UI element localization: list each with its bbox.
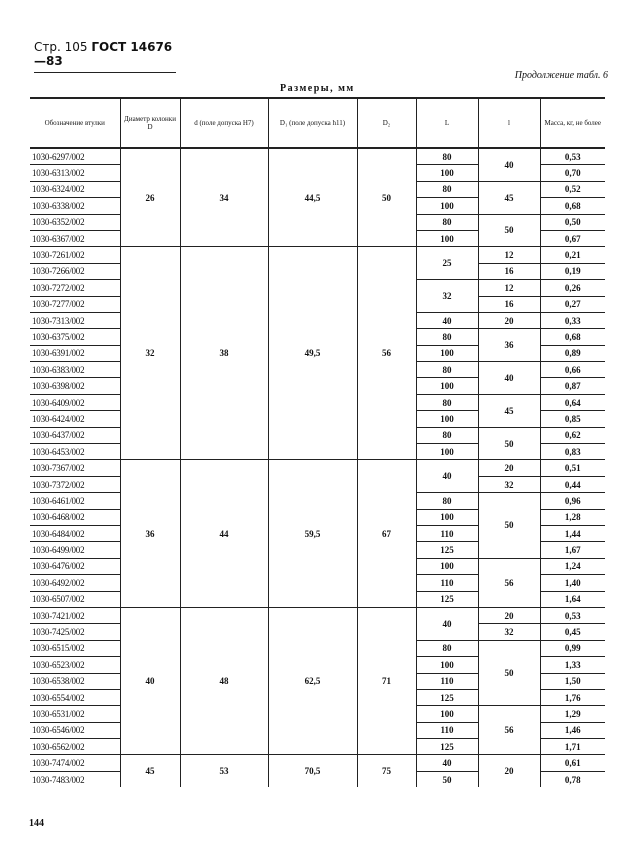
length-l-cell: 40 (478, 148, 540, 181)
column-header: D₂ (357, 98, 416, 148)
length-L-cell: 80 (416, 329, 478, 345)
length-L-cell: 40 (416, 755, 478, 771)
designation-cell: 1030-6484/002 (30, 525, 120, 541)
length-l-cell: 50 (478, 427, 540, 460)
length-L-cell: 50 (416, 771, 478, 787)
mass-cell: 0,44 (540, 476, 605, 492)
length-L-cell: 80 (416, 427, 478, 443)
mass-cell: 0,45 (540, 624, 605, 640)
length-L-cell: 125 (416, 739, 478, 755)
length-L-cell: 100 (416, 444, 478, 460)
designation-cell: 1030-6461/002 (30, 493, 120, 509)
length-L-cell: 100 (416, 198, 478, 214)
d1-cell: 49,5 (268, 247, 357, 460)
length-l-cell: 36 (478, 329, 540, 362)
mass-cell: 1,28 (540, 509, 605, 525)
column-header: D₁ (поле допуска h11) (268, 98, 357, 148)
length-l-cell: 56 (478, 558, 540, 607)
designation-cell: 1030-6424/002 (30, 411, 120, 427)
mass-cell: 1,46 (540, 722, 605, 738)
length-L-cell: 32 (416, 280, 478, 313)
page-prefix: Стр. (34, 40, 61, 54)
length-L-cell: 25 (416, 247, 478, 280)
dimensions-table (30, 97, 605, 787)
dimensions-caption: Размеры, мм (280, 83, 355, 94)
column-diameter-cell: 45 (120, 755, 180, 787)
length-L-cell: 40 (416, 607, 478, 640)
mass-cell: 0,27 (540, 296, 605, 312)
d2-cell: 67 (357, 460, 416, 608)
designation-cell: 1030-7372/002 (30, 476, 120, 492)
mass-cell: 0,62 (540, 427, 605, 443)
length-l-cell: 20 (478, 755, 540, 787)
d-cell: 34 (180, 148, 268, 247)
mass-cell: 1,64 (540, 591, 605, 607)
mass-cell: 1,44 (540, 525, 605, 541)
designation-cell: 1030-6523/002 (30, 657, 120, 673)
table-continuation-note: Продолжение табл. 6 (514, 70, 608, 81)
column-diameter-cell: 40 (120, 607, 180, 755)
designation-cell: 1030-6546/002 (30, 722, 120, 738)
length-l-cell: 32 (478, 476, 540, 492)
length-L-cell: 110 (416, 525, 478, 541)
table-row (30, 607, 605, 623)
designation-cell: 1030-6515/002 (30, 640, 120, 656)
mass-cell: 0,70 (540, 165, 605, 181)
table-row (30, 247, 605, 263)
designation-cell: 1030-6554/002 (30, 689, 120, 705)
length-L-cell: 100 (416, 411, 478, 427)
length-l-cell: 32 (478, 624, 540, 640)
column-header: d (поле допуска H7) (180, 98, 268, 148)
designation-cell: 1030-6492/002 (30, 575, 120, 591)
designation-cell: 1030-6531/002 (30, 706, 120, 722)
designation-cell: 1030-6453/002 (30, 444, 120, 460)
column-header: Обозначение втулки (30, 98, 120, 148)
designation-cell: 1030-6383/002 (30, 362, 120, 378)
mass-cell: 0,99 (540, 640, 605, 656)
length-L-cell: 110 (416, 722, 478, 738)
mass-cell: 0,68 (540, 329, 605, 345)
d2-cell: 56 (357, 247, 416, 460)
designation-cell: 1030-6338/002 (30, 198, 120, 214)
mass-cell: 0,96 (540, 493, 605, 509)
d-cell: 38 (180, 247, 268, 460)
length-l-cell: 56 (478, 706, 540, 755)
designation-cell: 1030-6468/002 (30, 509, 120, 525)
designation-cell: 1030-6324/002 (30, 181, 120, 197)
mass-cell: 1,50 (540, 673, 605, 689)
designation-cell: 1030-7483/002 (32, 774, 85, 785)
mass-cell: 1,24 (540, 558, 605, 574)
length-L-cell: 100 (416, 558, 478, 574)
designation-cell: 1030-6538/002 (30, 673, 120, 689)
mass-cell: 0,85 (540, 411, 605, 427)
column-diameter-cell: 32 (120, 247, 180, 460)
length-L-cell: 80 (416, 640, 478, 656)
length-l-cell: 12 (478, 247, 540, 263)
length-L-cell: 80 (416, 181, 478, 197)
length-l-cell: 45 (478, 394, 540, 427)
mass-cell: 0,61 (540, 755, 605, 771)
designation-cell: 1030-7421/002 (30, 607, 120, 623)
designation-cell: 1030-6437/002 (30, 427, 120, 443)
mass-cell: 0,68 (540, 198, 605, 214)
table-row (30, 755, 605, 771)
length-l-cell: 16 (478, 263, 540, 279)
column-header: Масса, кг, не более (540, 98, 605, 148)
mass-cell: 1,71 (540, 739, 605, 755)
mass-cell: 0,52 (540, 181, 605, 197)
designation-cell: 1030-7313/002 (30, 312, 120, 328)
d2-cell: 75 (357, 755, 416, 787)
mass-cell: 1,40 (540, 575, 605, 591)
column-header: l (478, 98, 540, 148)
length-L-cell: 80 (416, 148, 478, 165)
length-L-cell: 125 (416, 542, 478, 558)
designation-cell: 1030-7272/002 (30, 280, 120, 296)
length-L-cell: 100 (416, 657, 478, 673)
length-L-cell: 100 (416, 165, 478, 181)
mass-cell: 0,51 (540, 460, 605, 476)
d2-cell: 50 (357, 148, 416, 247)
length-L-cell: 100 (416, 230, 478, 246)
length-L-cell: 80 (416, 362, 478, 378)
length-L-cell: 110 (416, 673, 478, 689)
length-L-cell: 80 (416, 214, 478, 230)
designation-cell: 1030-6507/002 (30, 591, 120, 607)
designation-cell: 1030-6409/002 (30, 394, 120, 410)
designation-cell: 1030-6352/002 (30, 214, 120, 230)
length-L-cell: 80 (416, 394, 478, 410)
length-l-cell: 20 (478, 460, 540, 476)
length-L-cell: 40 (416, 460, 478, 493)
d-cell: 48 (180, 607, 268, 755)
standard-id: ГОСТ 14676—83 (34, 40, 173, 68)
length-l-cell: 50 (478, 214, 540, 247)
mass-cell: 0,87 (540, 378, 605, 394)
length-L-cell: 125 (416, 591, 478, 607)
designation-cell: 1030-7367/002 (30, 460, 120, 476)
page-header (34, 40, 176, 73)
d-cell: 53 (180, 755, 268, 787)
length-L-cell: 100 (416, 378, 478, 394)
length-L-cell: 100 (416, 509, 478, 525)
length-l-cell: 20 (478, 312, 540, 328)
length-L-cell: 80 (416, 493, 478, 509)
length-l-cell: 20 (478, 607, 540, 623)
designation-cell: 1030-7474/002 (30, 755, 120, 771)
d-cell: 44 (180, 460, 268, 608)
d1-cell: 62,5 (268, 607, 357, 755)
d1-cell: 44,5 (268, 148, 357, 247)
length-L-cell: 110 (416, 575, 478, 591)
mass-cell: 1,76 (540, 689, 605, 705)
mass-cell: 0,21 (540, 247, 605, 263)
length-l-cell: 50 (478, 640, 540, 706)
designation-cell: 1030-6297/002 (30, 148, 120, 165)
designation-cell: 1030-6367/002 (30, 230, 120, 246)
designation-cell: 1030-6313/002 (30, 165, 120, 181)
table-row (30, 460, 605, 476)
length-l-cell: 40 (478, 362, 540, 395)
designation-cell: 1030-7266/002 (30, 263, 120, 279)
length-L-cell: 40 (416, 312, 478, 328)
mass-cell: 0,67 (540, 230, 605, 246)
d2-cell: 71 (357, 607, 416, 755)
mass-cell: 1,67 (540, 542, 605, 558)
mass-cell: 0,33 (540, 312, 605, 328)
length-L-cell: 100 (416, 706, 478, 722)
mass-cell: 1,29 (540, 706, 605, 722)
d1-cell: 70,5 (268, 755, 357, 787)
designation-cell: 1030-6499/002 (30, 542, 120, 558)
column-header: Диаметр колонки D (120, 98, 180, 148)
mass-cell: 1,33 (540, 657, 605, 673)
mass-cell: 0,53 (540, 607, 605, 623)
mass-cell: 0,89 (540, 345, 605, 361)
mass-cell: 0,64 (540, 394, 605, 410)
designation-cell: 1030-6398/002 (30, 378, 120, 394)
column-diameter-cell: 36 (120, 460, 180, 608)
mass-cell: 0,26 (540, 280, 605, 296)
length-L-cell: 125 (416, 689, 478, 705)
column-header: L (416, 98, 478, 148)
designation-cell: 1030-7261/002 (30, 247, 120, 263)
length-L-cell: 100 (416, 345, 478, 361)
length-l-cell: 50 (478, 493, 540, 559)
page-num: 105 (64, 40, 88, 54)
designation-cell: 1030-7425/002 (30, 624, 120, 640)
d1-cell: 59,5 (268, 460, 357, 608)
length-l-cell: 12 (478, 280, 540, 296)
mass-cell: 0,66 (540, 362, 605, 378)
table-row (30, 148, 605, 165)
mass-cell: 0,53 (540, 148, 605, 165)
designation-cell: 1030-6391/002 (30, 345, 120, 361)
designation-cell: 1030-6375/002 (30, 329, 120, 345)
mass-cell: 0,19 (540, 263, 605, 279)
mass-cell: 0,78 (540, 771, 605, 787)
mass-cell: 0,50 (540, 214, 605, 230)
page-number: 144 (29, 818, 44, 829)
designation-cell: 1030-6562/002 (30, 739, 120, 755)
designation-cell: 1030-7277/002 (30, 296, 120, 312)
column-diameter-cell: 26 (120, 148, 180, 247)
length-l-cell: 45 (478, 181, 540, 214)
designation-cell: 1030-6476/002 (30, 558, 120, 574)
mass-cell: 0,83 (540, 444, 605, 460)
length-l-cell: 16 (478, 296, 540, 312)
